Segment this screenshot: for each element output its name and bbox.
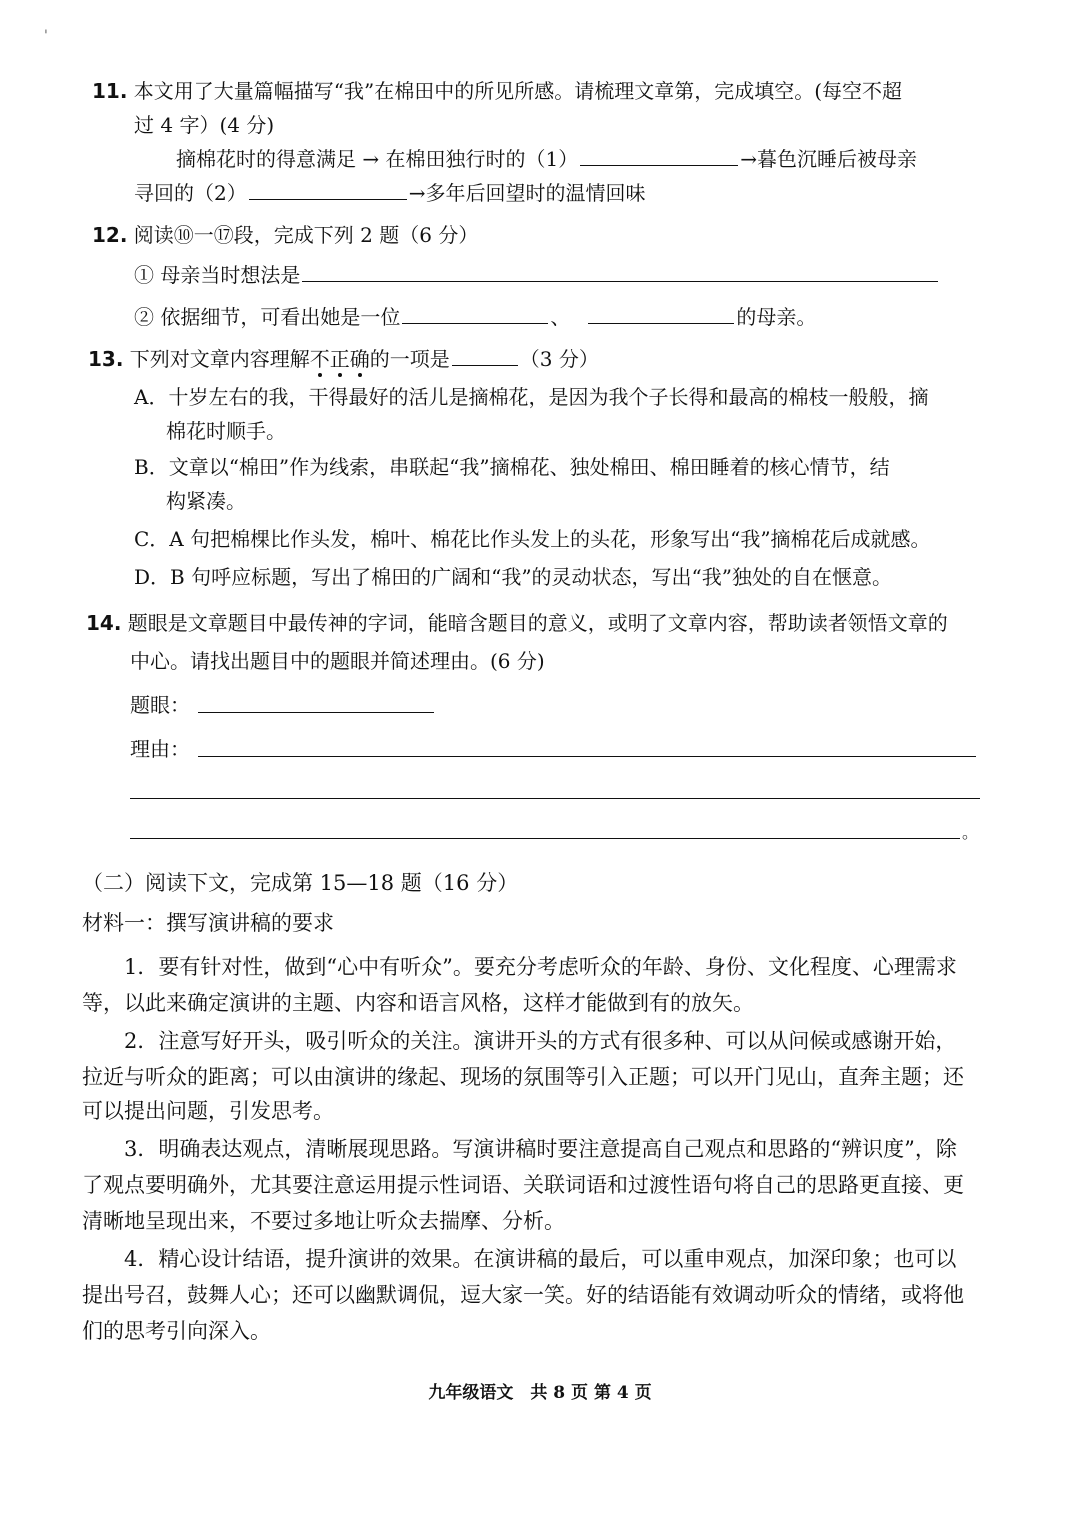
q11-blank-1[interactable]: [580, 147, 738, 166]
section2-p2-line1: 2．注意写好开头，吸引听众的关注。演讲开头的方式有很多种、可以从问候或感谢开始，: [124, 1029, 957, 1053]
section2-p2-line2: 拉近与听众的距离；可以由演讲的缘起、现场的氛围等引入正题；可以开门见山，直奔主题；还: [82, 1065, 964, 1089]
q13-emphasis-char-1: 不: [309, 347, 330, 371]
q14-eye-label: 题眼：: [130, 693, 190, 717]
section2-p1-line1: 1．要有针对性，做到“心中有听众”。要充分考虑听众的年龄、身份、文化程度、心理需求: [124, 955, 957, 979]
q12-title-line: [92, 222, 478, 248]
section2-p3-line3: 清晰地呈现出来，不要过多地让听众去揣摩、分析。: [82, 1209, 565, 1233]
section2-p4-line3: 们的思考引向深入。: [82, 1319, 271, 1343]
q13-answer-blank[interactable]: [452, 347, 518, 366]
q11-blank-2[interactable]: [249, 181, 407, 200]
q14-reason-label: 理由：: [130, 737, 190, 761]
q12-item2-line: [134, 304, 816, 330]
q12-title: 阅读⑩一⑰段，完成下列 2 题（6 分）: [133, 223, 479, 247]
q13-title-c: （3 分）: [519, 347, 599, 371]
q13-emphasis-char-2: 正: [329, 347, 350, 371]
q12-item2-c: 的母亲。: [736, 305, 817, 329]
q14-text-line2: 中心。请找出题目中的题眼并简述理由。(6 分): [130, 649, 545, 673]
q11-flow-b: →暮色沉睡后被母亲: [740, 147, 917, 171]
q13-number: 13.: [88, 347, 124, 371]
q14-reason-answer-line-3[interactable]: [130, 838, 960, 839]
q12-item2-b: 、: [550, 305, 571, 329]
section2-p3-line1: 3．明确表达观点，清晰展现思路。写演讲稿时要注意提高自己观点和思路的“辨识度”，除: [124, 1137, 957, 1161]
section2-p4-line2: 提出号召，鼓舞人心；还可以幽默调侃，逗大家一笑。好的结语能有效调动听众的情绪，或将他: [82, 1283, 964, 1307]
section2-p3-line2: 了观点要明确外，尤其要注意运用提示性词语、关联词语和过渡性语句将自己的思路更直接、更: [82, 1173, 964, 1197]
q11-number: 11.: [92, 79, 128, 103]
q13-title-b: 的一项是: [369, 347, 450, 371]
q11-flow-line2: [134, 180, 646, 206]
q11-flow-d: →多年后回望时的温情回味: [408, 181, 646, 205]
q13-title-a: 下列对文章内容理解: [129, 347, 310, 371]
q11-line1: [92, 78, 902, 104]
q14-line1: [86, 610, 948, 636]
q14-number: 14.: [86, 611, 122, 635]
q12-item2-a: ② 依据细节，可看出她是一位: [134, 305, 401, 329]
q13-option-d: D．B 句呼应标题，写出了棉田的广阔和“我”的灵动状态，写出“我”独处的自在惬意。: [134, 565, 892, 589]
q13-option-a-line2: 棉花时顺手。: [166, 419, 286, 443]
q13-title-line: [88, 346, 599, 372]
q11-text-line1: 本文用了大量篇幅描写“我”在棉田中的所见所感。请梳理文章第，完成填空。(每空不超: [133, 79, 903, 103]
q12-blank-2[interactable]: [402, 305, 548, 324]
q14-text-line1: 题眼是文章题目中最传神的字词，能暗含题目的意义，或明了文章内容，帮助读者领悟文章的: [127, 611, 948, 635]
q12-number: 12.: [92, 223, 128, 247]
q11-text-line2: 过 4 字）(4 分): [134, 113, 275, 137]
q11-flow-a: 摘棉花时的得意满足 → 在棉田独行时的（1）: [176, 147, 579, 171]
q11-flow-line1: [176, 146, 917, 172]
q13-option-b-line1: B．文章以“棉田”作为线索，串联起“我”摘棉花、独处棉田、棉田睡着的核心情节，结: [134, 455, 890, 479]
q12-blank-3[interactable]: [588, 305, 734, 324]
page-footer: 九年级语文 共 8 页 第 4 页: [428, 1383, 652, 1403]
q11-flow-c: 寻回的（2）: [134, 181, 247, 205]
q13-option-c: C．A 句把棉棵比作头发，棉叶、棉花比作头发上的头花，形象写出“我”摘棉花后成就感。: [134, 527, 931, 551]
q13-emphasis-char-3: 确: [349, 347, 370, 371]
q14-reason-answer-line-1[interactable]: [198, 756, 976, 757]
q13-option-b-line2: 构紧凑。: [166, 489, 246, 513]
q12-item1-line: [134, 262, 940, 288]
q12-item1: ① 母亲当时想法是: [134, 263, 301, 287]
section2-heading: （二）阅读下文，完成第 15—18 题（16 分）: [82, 871, 519, 895]
q14-eye-answer-line[interactable]: [198, 712, 434, 713]
q13-option-a-line1: A．十岁左右的我，干得最好的活儿是摘棉花，是因为我个子长得和最高的棉枝一般般，摘: [134, 385, 929, 409]
scan-mark: ': [44, 28, 48, 44]
section2-p4-line1: 4．精心设计结语，提升演讲的效果。在演讲稿的最后，可以重申观点，加深印象；也可以: [124, 1247, 957, 1271]
material1-title: 材料一：撰写演讲稿的要求: [82, 911, 334, 935]
section2-p1-line2: 等，以此来确定演讲的主题、内容和语言风格，这样才能做到有的放矢。: [82, 991, 754, 1015]
section2-p2-line3: 可以提出问题，引发思考。: [82, 1099, 334, 1123]
q14-reason-answer-line-2[interactable]: [130, 798, 980, 799]
q12-blank-1[interactable]: [302, 263, 938, 282]
q14-end-mark: 。: [962, 823, 979, 842]
